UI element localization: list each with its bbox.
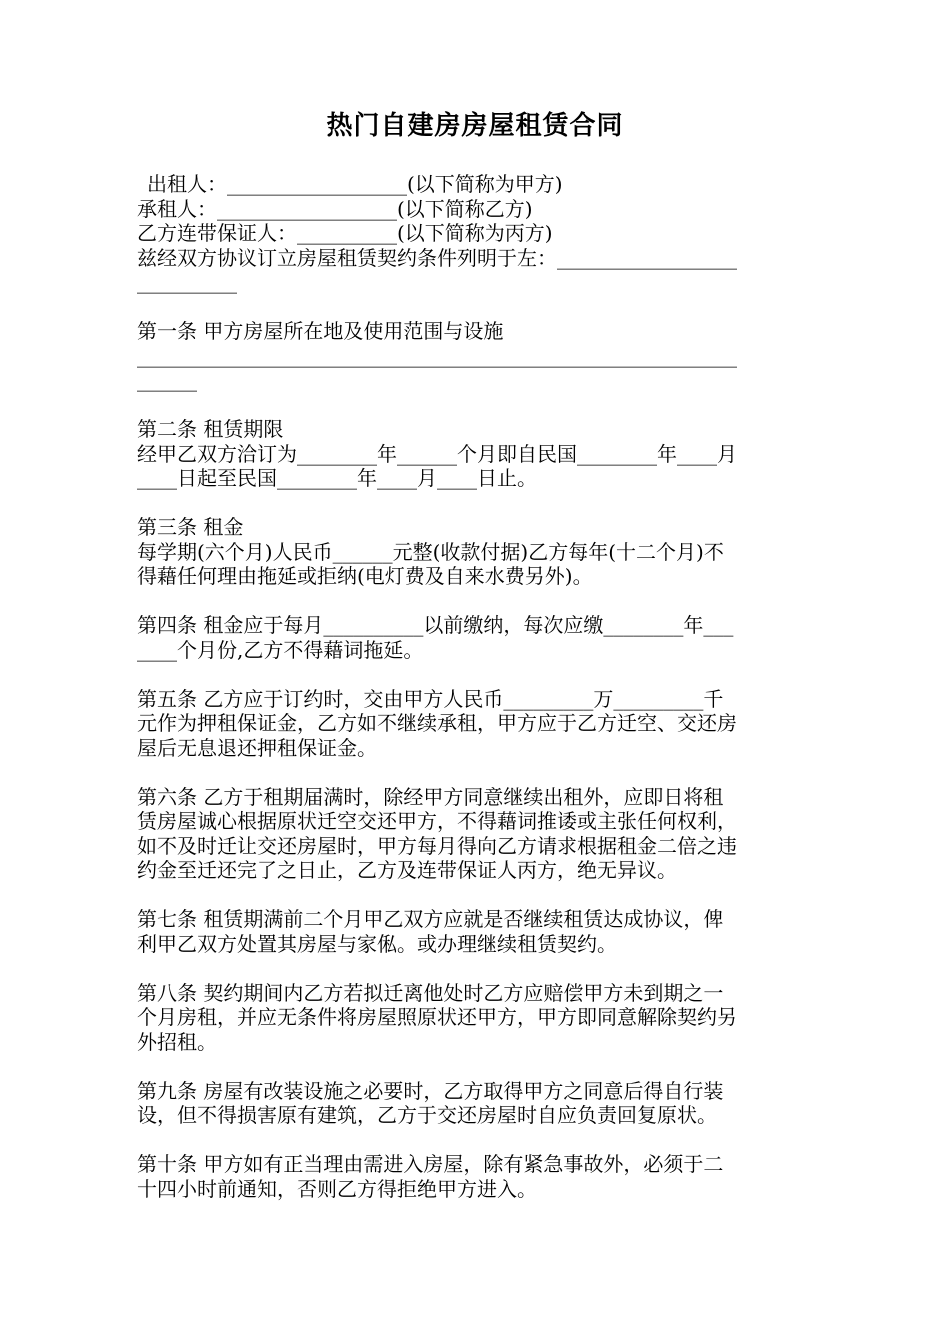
article-heading-line: 第七条 租赁期满前二个月甲乙双方应就是否继续租赁达成协议，俾 (137, 907, 724, 931)
document-title: 热门自建房房屋租赁合同 (326, 111, 624, 141)
article-text-line: ______ (137, 368, 197, 392)
paragraph-spacer (137, 393, 815, 418)
article-paragraph (137, 981, 815, 1055)
paragraph-spacer (137, 295, 815, 320)
paragraph-spacer (137, 662, 815, 687)
article-text-line: 赁房屋诚心根据原状迁空交还甲方，不得藉词推诿或主张任何权利， (137, 809, 737, 833)
article-paragraph (137, 1152, 815, 1201)
article-heading-line: 第一条 甲方房屋所在地及使用范围与设施 (137, 319, 504, 343)
lessor-line: 出租人：__________________(以下简称为甲方) (147, 172, 563, 196)
article-text-line: 约金至迁还完了之日止，乙方及连带保证人丙方，绝无异议。 (137, 858, 677, 882)
article-text-line: 屋后无息退还押租保证金。 (137, 735, 377, 760)
article-text-line: 十四小时前通知，否则乙方得拒绝甲方进入。 (137, 1176, 537, 1201)
article-text-line: 设，但不得损害原有建筑，乙方于交还房屋时自应负责回复原状。 (137, 1103, 717, 1127)
article-heading-line: 第三条 租金 (137, 515, 244, 539)
paragraph-spacer (137, 1128, 815, 1153)
article-heading-line: 第五条 乙方应于订约时，交由甲方人民币_________万_________千 (137, 686, 724, 711)
article-text-line: 如不及时迁让交还房屋时，甲方每月得向乙方请求根据租金二倍之违 (137, 833, 737, 858)
article-heading-line: 第四条 租金应于每月__________以前缴纳，每次应缴________年___ (137, 613, 734, 637)
lessee-line: 承租人：__________________(以下简称乙方) (137, 196, 533, 221)
article-text-line: 元作为押租保证金，乙方如不继续承租，甲方应于乙方迁空、交还房 (137, 711, 737, 735)
article-heading-line: 第六条 乙方于租期届满时，除经甲方同意继续出租外，应即日将租 (137, 784, 724, 809)
article-text-line: ____日起至民国________年____月____日止。 (137, 466, 537, 490)
article-paragraph (137, 319, 815, 393)
article-text-line: 外招租。 (137, 1029, 217, 1054)
article-text-line: 得藉任何理由拖延或拒纳(电灯费及自来水费另外)。 (137, 564, 593, 588)
article-heading-line: 第八条 契约期间内乙方若拟迁离他处时乙方应赔偿甲方未到期之一 (137, 980, 724, 1005)
article-heading-line: 第十条 甲方如有正当理由需进入房屋，除有紧急事故外，必须于二 (137, 1152, 724, 1176)
article-text-line: ____个月份,乙方不得藉词拖延。 (137, 637, 424, 662)
article-text-line: 每学期(六个月)人民币______元整(收款付据)乙方每年(十二个月)不 (137, 539, 724, 564)
article-paragraph (137, 687, 815, 761)
article-paragraph (137, 785, 815, 883)
document-body (137, 172, 815, 1201)
article-paragraph (137, 417, 815, 491)
article-paragraph (137, 1079, 815, 1128)
paragraph-spacer (137, 1054, 815, 1079)
paragraph-spacer (137, 760, 815, 785)
agreement-line: 兹经双方协议订立房屋租赁契约条件列明于左：__________________ (137, 245, 737, 270)
guarantor-line: 乙方连带保证人：__________(以下简称为丙方) (137, 221, 553, 245)
article-heading-line: 第九条 房屋有改装设施之必要时，乙方取得甲方之同意后得自行装 (137, 1078, 724, 1103)
article-paragraph (137, 515, 815, 589)
paragraph-spacer (137, 883, 815, 908)
article-paragraph (137, 613, 815, 662)
paragraph-spacer (137, 491, 815, 516)
paragraph-spacer (137, 589, 815, 614)
article-text-line: 利甲乙双方处置其房屋与家俬。或办理继续租赁契约。 (137, 931, 617, 956)
article-paragraph (137, 907, 815, 956)
agreement-line-continued: __________ (137, 270, 237, 294)
paragraph-spacer (137, 956, 815, 981)
article-text-line: 个月房租，并应无条件将房屋照原状还甲方，甲方即同意解除契约另 (137, 1005, 737, 1029)
article-text-line: 经甲乙双方洽订为________年______个月即自民国________年____月 (137, 441, 737, 466)
article-heading-line: 第二条 租赁期限 (137, 417, 284, 441)
articles-list (137, 295, 815, 1202)
article-text-line: ____________________________________________________________ (137, 343, 737, 368)
